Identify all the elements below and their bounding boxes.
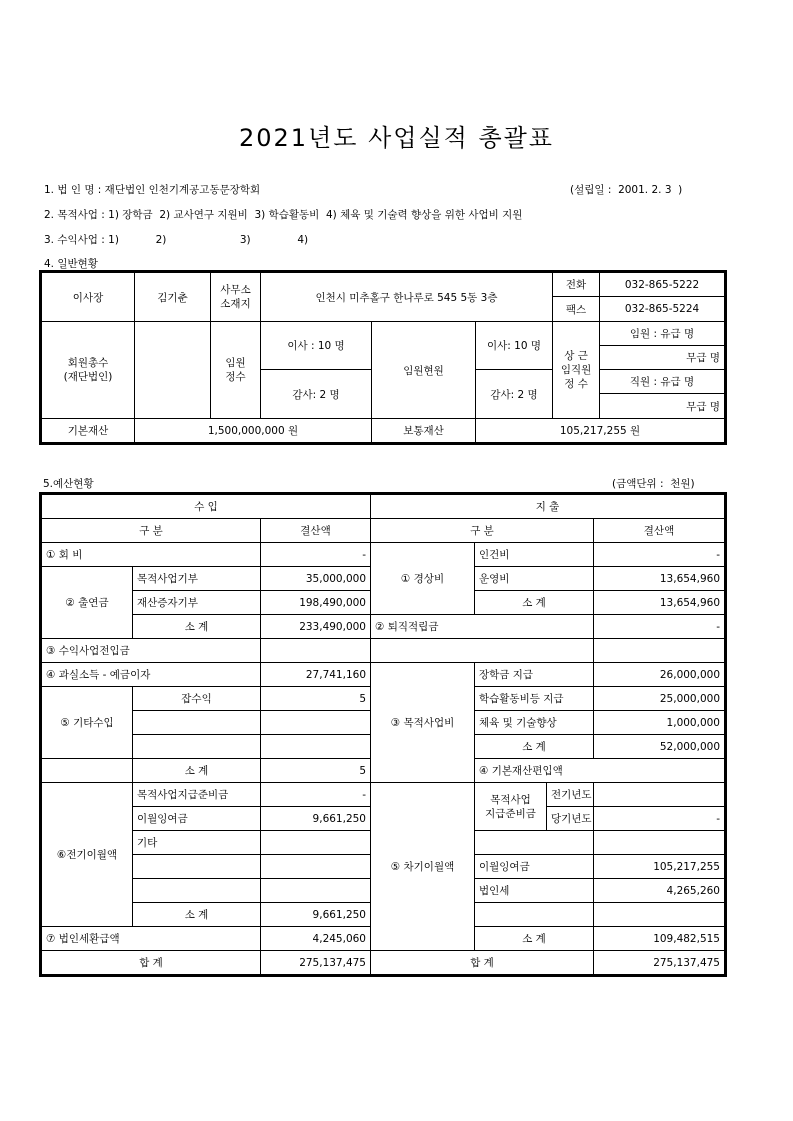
expense-blank-amt xyxy=(594,639,725,663)
income-carry-blank-2-amt xyxy=(261,879,371,903)
expense-curr-year-amt: - xyxy=(594,807,725,831)
budget-table xyxy=(41,494,725,975)
income-membership-amt: - xyxy=(261,543,371,567)
income-misc-amt: 5 xyxy=(261,687,371,711)
expense-total-label: 합 계 xyxy=(371,951,594,975)
income-class-header: 구 분 xyxy=(42,519,261,543)
expense-carry-blank-amt xyxy=(594,831,725,855)
expense-curr-year: 당기년도 xyxy=(547,807,594,831)
auditors-current: 감사: 2 명 xyxy=(476,370,553,419)
basic-assets-value: 1,500,000,000 원 xyxy=(135,419,372,443)
income-transfer-profit: ③ 수익사업전입금 xyxy=(42,639,261,663)
establish-date: (설립일 : 2001. 2. 3 ) xyxy=(570,184,683,196)
expense-operation-amt: 13,654,960 xyxy=(594,567,725,591)
expense-retirement-amt: - xyxy=(594,615,725,639)
expense-scholarship-amt: 26,000,000 xyxy=(594,663,725,687)
expense-amount-header: 결산액 xyxy=(594,519,725,543)
expense-operating: ① 경상비 xyxy=(371,543,475,615)
expense-operating-subtotal: 13,654,960 xyxy=(594,591,725,615)
income-carry-blank-2 xyxy=(133,879,261,903)
income-fruits-amt: 27,741,160 xyxy=(261,663,371,687)
expense-scholarship: 장학금 지급 xyxy=(475,663,594,687)
expense-carry-blank-2 xyxy=(475,903,594,927)
income-carry-blank-1-amt xyxy=(261,855,371,879)
officer-status-label: 임원현원 xyxy=(372,322,476,419)
budget-unit: (금액단위 : 천원) xyxy=(612,478,695,490)
income-contrib-subtotal: 233,490,000 xyxy=(261,615,371,639)
corp-name-line: 1. 법 인 명 : 재단법인 인천기계공고동문장학회 xyxy=(44,184,261,196)
income-other-blank-2 xyxy=(133,735,261,759)
income-other-blank-1 xyxy=(133,711,261,735)
income-contrib-capital-amt: 198,490,000 xyxy=(261,591,371,615)
income-other-blank-2-amt xyxy=(261,735,371,759)
income-other-blank-1-amt xyxy=(261,711,371,735)
income-other-subtotal-label: 소 계 xyxy=(133,759,261,783)
income-misc: 잡수익 xyxy=(133,687,261,711)
normal-assets-value: 105,217,255 원 xyxy=(476,419,725,443)
phone-number: 032-865-5222 xyxy=(600,273,725,297)
income-contrib-purpose-amt: 35,000,000 xyxy=(261,567,371,591)
budget-section-label: 5.예산현황 xyxy=(43,478,94,490)
directors-quota: 이사 : 10 명 xyxy=(261,322,372,370)
income-contrib-purpose: 목적사업기부 xyxy=(133,567,261,591)
office-address: 인천시 미추홀구 한나루로 545 5동 3층 xyxy=(261,273,553,322)
expense-prev-year: 전기년도 xyxy=(547,783,594,807)
income-surplus: 이월잉여금 xyxy=(133,807,261,831)
page-title: 2021년도 사업실적 총괄표 xyxy=(239,124,554,152)
income-contrib-capital: 재산증자기부 xyxy=(133,591,261,615)
fax-label: 팩스 xyxy=(553,297,600,322)
staff-emp-paid: 직원 : 유급 명 xyxy=(600,370,725,394)
income-tax-refund: ⑦ 법인세환급액 xyxy=(42,927,261,951)
income-carry-prev: ⑥전기이월액 xyxy=(42,783,133,927)
expense-retirement: ② 퇴직적립금 xyxy=(371,615,594,639)
expense-blank-row xyxy=(371,639,594,663)
income-total-label: 합 계 xyxy=(42,951,261,975)
expense-personnel-amt: - xyxy=(594,543,725,567)
expense-basic-transfer: ④ 기본재산편입액 xyxy=(475,759,725,783)
income-other-subtotal: 5 xyxy=(261,759,371,783)
expense-operation: 운영비 xyxy=(475,567,594,591)
income-header: 수 입 xyxy=(42,495,371,519)
profit-business-line: 3. 수익사업 : 1) 2) 3) 4) xyxy=(44,234,309,246)
expense-header: 지 출 xyxy=(371,495,725,519)
expense-purpose-subtotal: 52,000,000 xyxy=(594,735,725,759)
officer-quota-label: 임원 정수 xyxy=(211,322,261,419)
basic-assets-label: 기본재산 xyxy=(42,419,135,443)
expense-carry-blank-2-amt xyxy=(594,903,725,927)
income-membership: ① 회 비 xyxy=(42,543,261,567)
expense-total: 275,137,475 xyxy=(594,951,725,975)
chair-label: 이사장 xyxy=(42,273,135,322)
purpose-line: 2. 목적사업 : 1) 장학금 2) 교사연구 지원비 3) 학습활동비 4) 체육 및 기술력 향상을 위한 사업비 지원 xyxy=(44,209,523,221)
income-reserve: 목적사업지급준비금 xyxy=(133,783,261,807)
staff-exec-paid: 임원 : 유급 명 xyxy=(600,322,725,346)
general-section-label: 4. 일반현황 xyxy=(44,258,98,270)
expense-personnel: 인건비 xyxy=(475,543,594,567)
expense-purpose-subtotal-label: 소 계 xyxy=(475,735,594,759)
income-surplus-amt: 9,661,250 xyxy=(261,807,371,831)
members-label: 회원총수 (재단법인) xyxy=(42,322,135,419)
expense-carry-next: ⑤ 차기이월액 xyxy=(371,783,475,951)
office-label: 사무소 소재지 xyxy=(211,273,261,322)
income-fruits: ④ 과실소득 - 예금이자 xyxy=(42,663,261,687)
expense-reserve-label: 목적사업 지급준비금 xyxy=(475,783,547,831)
income-transfer-profit-amt xyxy=(261,639,371,663)
expense-corp-tax: 법인세 xyxy=(475,879,594,903)
staff-emp-unpaid: 무급 명 xyxy=(600,394,725,419)
expense-class-header: 구 분 xyxy=(371,519,594,543)
staff-exec-unpaid: 무급 명 xyxy=(600,346,725,370)
income-contrib: ② 출연금 xyxy=(42,567,133,639)
staff-quota-label: 상 근 임직원 정 수 xyxy=(553,322,600,419)
income-tax-refund-amt: 4,245,060 xyxy=(261,927,371,951)
expense-surplus-amt: 105,217,255 xyxy=(594,855,725,879)
income-other-subtotal-blank xyxy=(42,759,133,783)
expense-study: 학습활동비등 지급 xyxy=(475,687,594,711)
fax-number: 032-865-5224 xyxy=(600,297,725,322)
expense-prev-year-amt xyxy=(594,783,725,807)
expense-study-amt: 25,000,000 xyxy=(594,687,725,711)
members-value xyxy=(135,322,211,419)
income-carry-blank-1 xyxy=(133,855,261,879)
income-carry-subtotal-label: 소 계 xyxy=(133,903,261,927)
income-etc: 기타 xyxy=(133,831,261,855)
general-status-table xyxy=(41,272,725,443)
expense-sports-amt: 1,000,000 xyxy=(594,711,725,735)
income-amount-header: 결산액 xyxy=(261,519,371,543)
expense-surplus: 이월잉여금 xyxy=(475,855,594,879)
auditors-quota: 감사: 2 명 xyxy=(261,370,372,419)
chair-name: 김기춘 xyxy=(135,273,211,322)
expense-operating-subtotal-label: 소 계 xyxy=(475,591,594,615)
directors-current: 이사: 10 명 xyxy=(476,322,553,370)
income-other: ⑤ 기타수입 xyxy=(42,687,133,759)
expense-sports: 체육 및 기술향상 xyxy=(475,711,594,735)
expense-purpose: ③ 목적사업비 xyxy=(371,663,475,783)
expense-carry-subtotal-label: 소 계 xyxy=(475,927,594,951)
income-carry-subtotal: 9,661,250 xyxy=(261,903,371,927)
phone-label: 전화 xyxy=(553,273,600,297)
expense-corp-tax-amt: 4,265,260 xyxy=(594,879,725,903)
income-contrib-subtotal-label: 소 계 xyxy=(133,615,261,639)
income-reserve-amt: - xyxy=(261,783,371,807)
income-total: 275,137,475 xyxy=(261,951,371,975)
expense-carry-subtotal: 109,482,515 xyxy=(594,927,725,951)
normal-assets-label: 보통재산 xyxy=(372,419,476,443)
expense-carry-blank xyxy=(475,831,594,855)
income-etc-amt xyxy=(261,831,371,855)
